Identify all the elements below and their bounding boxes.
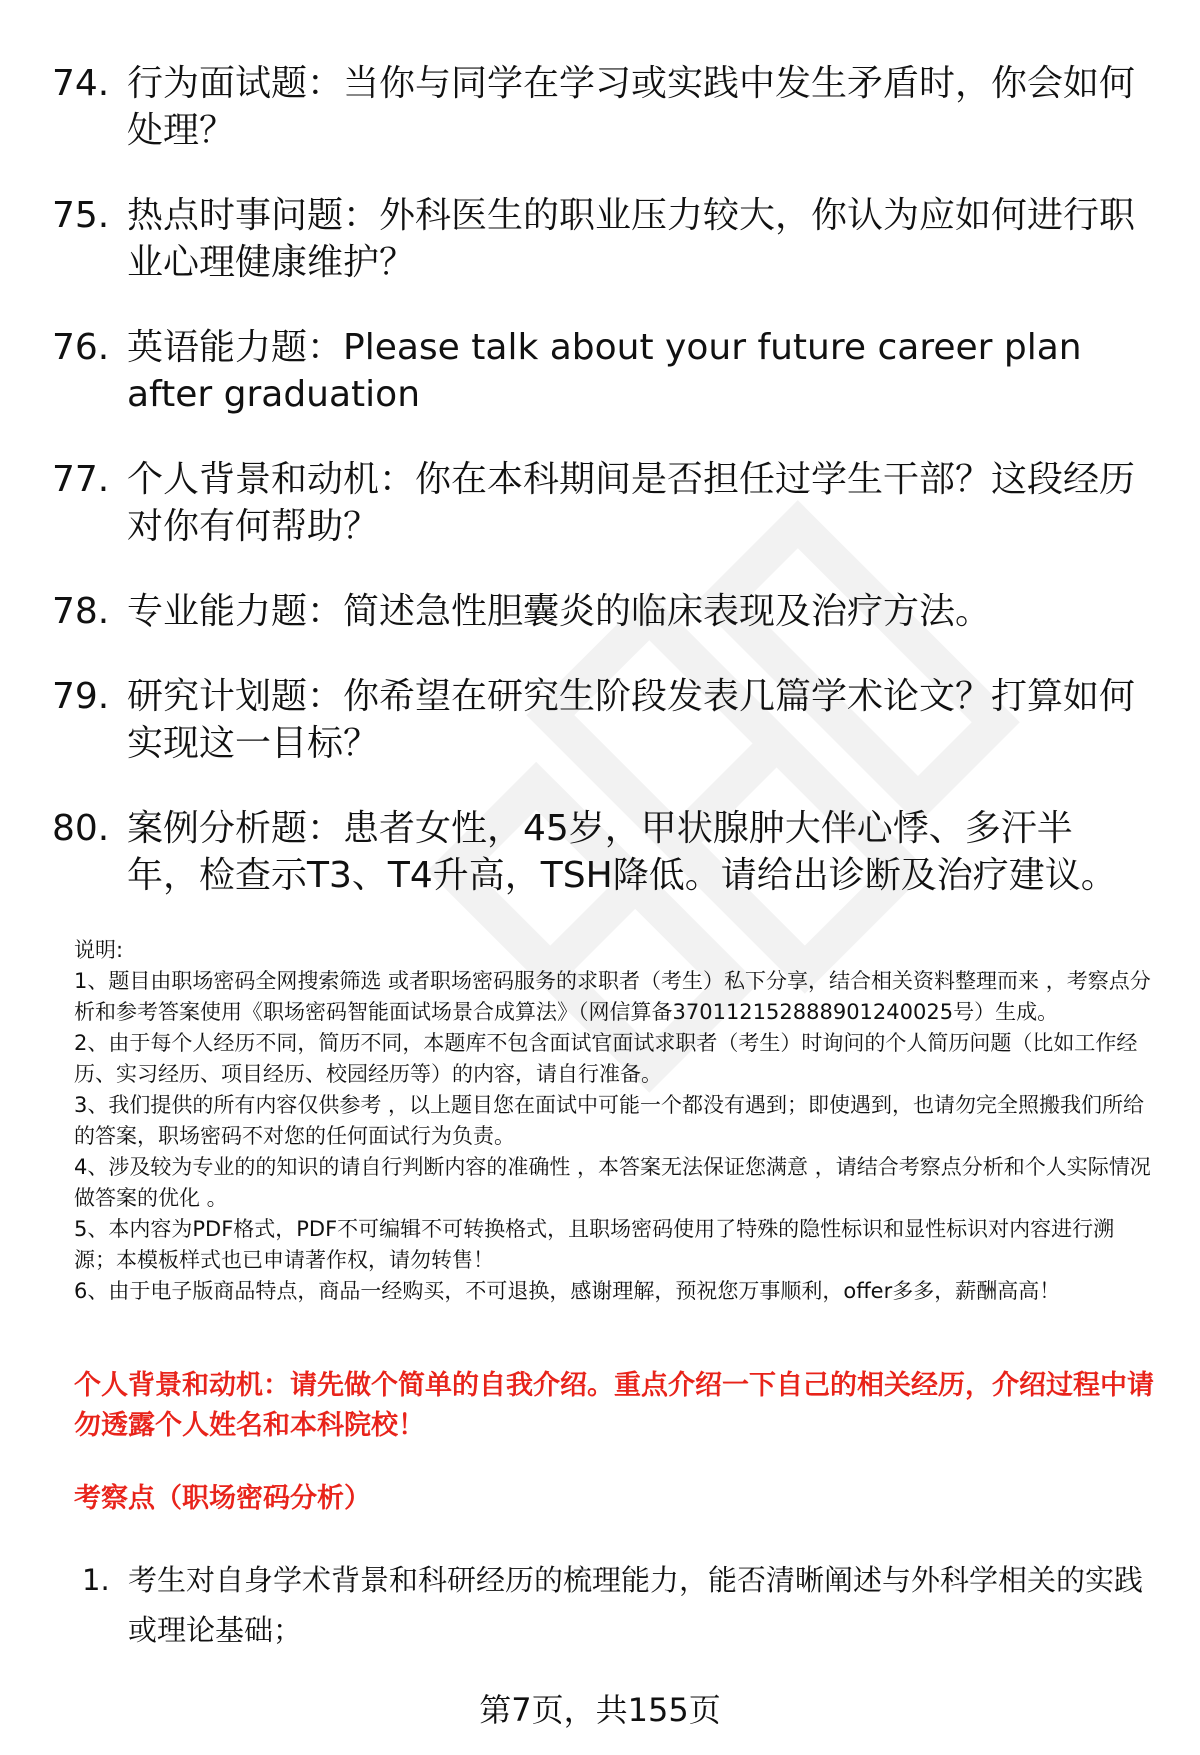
page-footer: 第7页，共155页: [479, 1691, 721, 1729]
question-number: 79.: [52, 676, 110, 717]
question-text: 英语能力题：Please talk about your future career plan after graduation: [127, 327, 1082, 415]
question-number: 75.: [52, 195, 110, 236]
question-item: [52, 588, 1142, 635]
question-item: [52, 673, 1142, 767]
question-number: 80.: [52, 808, 110, 849]
question-text: 研究计划题：你希望在研究生阶段发表几篇学术论文？打算如何实现这一目标？: [127, 676, 1136, 764]
question-text: 热点时事问题：外科医生的职业压力较大，你认为应如何进行职业心理健康维护？: [127, 195, 1136, 283]
question-number: 76.: [52, 327, 110, 368]
question-item: [52, 324, 1142, 418]
analysis-item: [82, 1555, 1152, 1655]
analysis-text: 考生对自身学术背景和科研经历的梳理能力，能否清晰阐述与外科学相关的实践或理论基础；: [128, 1563, 1144, 1647]
analysis-list: [82, 1555, 1152, 1655]
question-item: [52, 192, 1142, 286]
featured-question: 个人背景和动机：请先做个简单的自我介绍。重点介绍一下自己的相关经历，介绍过程中请勿透露个人姓名和本科院校！: [74, 1370, 1154, 1441]
question-text: 个人背景和动机：你在本科期间是否担任过学生干部？这段经历对你有何帮助？: [127, 459, 1136, 547]
note-item: 3、我们提供的所有内容仅供参考 ，以上题目您在面试中可能一个都没有遇到；即使遇到，也请勿完全照搬我们所给的答案，职场密码不对您的任何面试行为负责。: [74, 1093, 1145, 1148]
analysis-heading: 考察点（职场密码分析）: [74, 1483, 371, 1514]
question-text: 行为面试题：当你与同学在学习或实践中发生矛盾时，你会如何处理？: [127, 63, 1136, 151]
note-item: 5、本内容为PDF格式，PDF不可编辑不可转换格式，且职场密码使用了特殊的隐性标识和显性标识对内容进行溯源；本模板样式也已申请著作权，请勿转售！: [74, 1217, 1115, 1272]
note-item: 6、由于电子版商品特点，商品一经购买，不可退换，感谢理解，预祝您万事顺利，offer多多，薪酬高高！: [74, 1279, 1061, 1303]
note-item: 4、涉及较为专业的的知识的请自行判断内容的准确性 ，本答案无法保证您满意 ，请结合考察点分析和个人实际情况做答案的优化 。: [74, 1155, 1151, 1210]
notes-section: [74, 935, 1154, 1307]
question-number: 78.: [52, 591, 110, 632]
question-number: 74.: [52, 63, 110, 104]
note-item: 1、题目由职场密码全网搜索筛选 或者职场密码服务的求职者（考生）私下分享，结合相关资料整理而来 ，考察点分析和参考答案使用《职场密码智能面试场景合成算法》（网信算备370112152888901240025号）生成。: [74, 969, 1151, 1024]
analysis-number: 1.: [82, 1563, 110, 1597]
note-item: 2、由于每个人经历不同，简历不同，本题库不包含面试官面试求职者（考生）时询问的个人简历问题（比如工作经历、实习经历、项目经历、校园经历等）的内容，请自行准备。: [74, 1031, 1138, 1086]
question-list: [52, 60, 1142, 937]
question-item: [52, 456, 1142, 550]
question-text: 专业能力题：简述急性胆囊炎的临床表现及治疗方法。: [127, 591, 992, 632]
question-item: [52, 60, 1142, 154]
question-text: 案例分析题：患者女性，45岁，甲状腺肿大伴心悸、多汗半年，检查示T3、T4升高，TSH降低。请给出诊断及治疗建议。: [127, 808, 1117, 896]
question-item: [52, 805, 1142, 899]
notes-heading: 说明:: [74, 938, 124, 962]
question-number: 77.: [52, 459, 110, 500]
